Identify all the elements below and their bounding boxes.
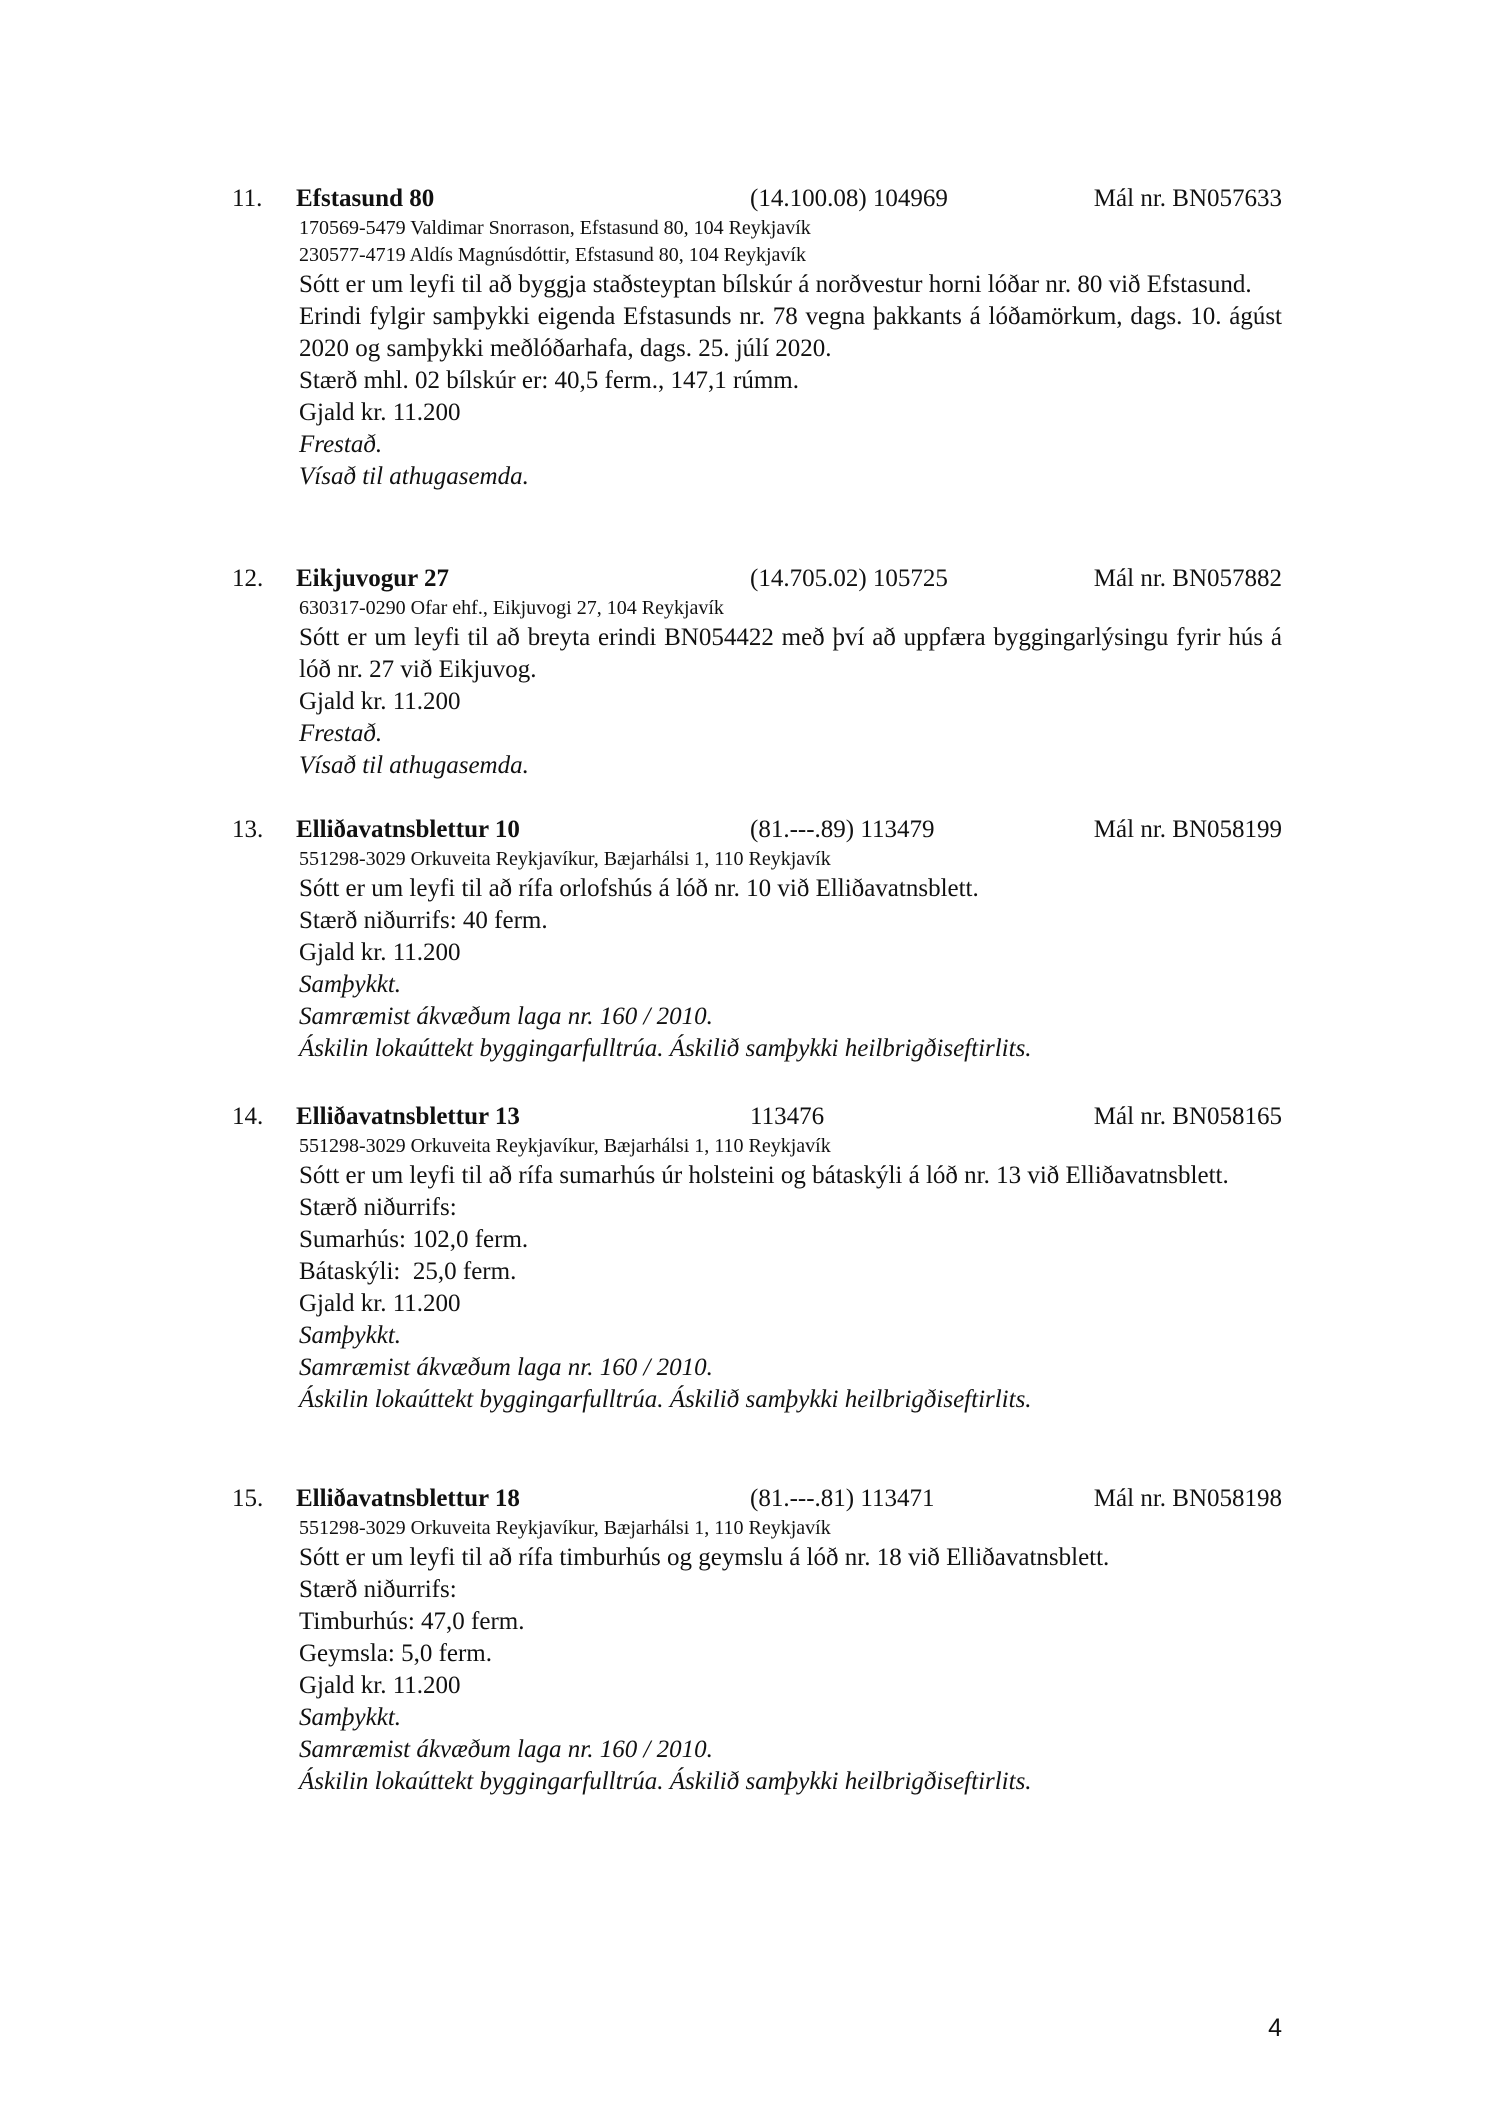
applicant-line: 551298-3029 Orkuveita Reykjavíkur, Bæjarhálsi 1, 110 Reykjavík — [299, 1135, 831, 1157]
case-header — [0, 813, 1500, 846]
case-size: Stærð niðurrifs: — [299, 1194, 457, 1221]
decision-line: Vísað til athugasemda. — [299, 463, 529, 490]
decision-line: Samræmist ákvæðum laga nr. 160 / 2010. — [299, 1354, 713, 1381]
case-size-item: Sumarhús: 102,0 ferm. — [299, 1226, 529, 1253]
applicant-line: 551298-3029 Orkuveita Reykjavíkur, Bæjarhálsi 1, 110 Reykjavík — [299, 848, 831, 870]
case-body — [299, 1133, 1282, 1416]
case-id: Mál nr. BN058199 — [1093, 816, 1282, 843]
case-description: Sótt er um leyfi til að byggja staðsteyptan bílskúr á norðvestur horni lóðar nr. 80 við Efstasund. — [299, 271, 1252, 298]
case-entry-15 — [0, 1482, 1500, 1798]
case-fee: Gjald kr. 11.200 — [299, 939, 461, 966]
case-header — [0, 1482, 1500, 1515]
land-id: (14.100.08) 104969 — [750, 185, 948, 212]
case-description: Sótt er um leyfi til að rífa timburhús og geymslu á lóð nr. 18 við Elliðavatnsblett. — [299, 1544, 1110, 1571]
case-fee: Gjald kr. 11.200 — [299, 1290, 461, 1317]
decision-line: Frestað. — [299, 431, 383, 458]
case-size: Stærð niðurrifs: — [299, 1576, 457, 1603]
land-id: (81.---.81) 113471 — [750, 1485, 935, 1512]
case-address: Elliðavatnsblettur 13 — [296, 1103, 520, 1130]
case-address: Efstasund 80 — [296, 185, 435, 212]
case-fee: Gjald kr. 11.200 — [299, 1672, 461, 1699]
case-description: Sótt er um leyfi til að rífa orlofshús á lóð nr. 10 við Elliðavatnsblett. — [299, 875, 979, 902]
case-entry-12 — [0, 562, 1500, 782]
case-fee: Gjald kr. 11.200 — [299, 399, 461, 426]
case-header — [0, 1100, 1500, 1133]
decision-line: Samþykkt. — [299, 1704, 402, 1731]
decision-line: Vísað til athugasemda. — [299, 752, 529, 779]
decision-line: Samþykkt. — [299, 971, 402, 998]
case-body — [299, 215, 1282, 493]
decision-line: Áskilin lokaúttekt byggingarfulltrúa. Áskilið samþykki heilbrigðiseftirlits. — [299, 1035, 1032, 1062]
case-address: Elliðavatnsblettur 10 — [296, 816, 520, 843]
case-size: Stærð mhl. 02 bílskúr er: 40,5 ferm., 147,1 rúmm. — [299, 367, 799, 394]
applicant-line: 170569-5479 Valdimar Snorrason, Efstasund 80, 104 Reykjavík — [299, 217, 811, 239]
case-size-item: Geymsla: 5,0 ferm. — [299, 1640, 493, 1667]
applicant-line: 630317-0290 Ofar ehf., Eikjuvogi 27, 104 Reykjavík — [299, 597, 724, 619]
case-body — [299, 1515, 1282, 1798]
case-id: Mál nr. BN057882 — [1093, 565, 1282, 592]
case-body — [299, 595, 1282, 782]
case-address: Elliðavatnsblettur 18 — [296, 1485, 520, 1512]
decision-line: Áskilin lokaúttekt byggingarfulltrúa. Áskilið samþykki heilbrigðiseftirlits. — [299, 1768, 1032, 1795]
case-entry-14 — [0, 1100, 1500, 1416]
case-number: 13. — [232, 816, 264, 843]
case-number: 11. — [232, 185, 263, 212]
decision-line: Frestað. — [299, 720, 383, 747]
case-note: Erindi fylgir samþykki eigenda Efstasunds nr. 78 vegna þakkants á lóðamörkum, dags. 10. ágúst 2020 og samþykki meðlóðarhafa, dags. 25. júlí 2020. — [299, 303, 1282, 362]
case-size-item: Timburhús: 47,0 ferm. — [299, 1608, 525, 1635]
land-id: 113476 — [750, 1103, 825, 1130]
decision-line: Samþykkt. — [299, 1322, 402, 1349]
case-body — [299, 846, 1282, 1065]
case-number: 15. — [232, 1485, 264, 1512]
case-id: Mál nr. BN058198 — [1093, 1485, 1282, 1512]
case-description: Sótt er um leyfi til að rífa sumarhús úr holsteini og bátaskýli á lóð nr. 13 við Elliðavatnsblett. — [299, 1162, 1229, 1189]
decision-line: Samræmist ákvæðum laga nr. 160 / 2010. — [299, 1003, 713, 1030]
case-address: Eikjuvogur 27 — [296, 565, 450, 592]
decision-line: Samræmist ákvæðum laga nr. 160 / 2010. — [299, 1736, 713, 1763]
decision-line: Áskilin lokaúttekt byggingarfulltrúa. Áskilið samþykki heilbrigðiseftirlits. — [299, 1386, 1032, 1413]
land-id: (14.705.02) 105725 — [750, 565, 948, 592]
applicant-line: 551298-3029 Orkuveita Reykjavíkur, Bæjarhálsi 1, 110 Reykjavík — [299, 1517, 831, 1539]
case-number: 14. — [232, 1103, 264, 1130]
case-size: Stærð niðurrifs: 40 ferm. — [299, 907, 548, 934]
case-header — [0, 562, 1500, 595]
case-number: 12. — [232, 565, 264, 592]
case-entry-13 — [0, 813, 1500, 1065]
land-id: (81.---.89) 113479 — [750, 816, 935, 843]
case-size-item: Bátaskýli: 25,0 ferm. — [299, 1258, 517, 1285]
case-header — [0, 182, 1500, 215]
case-entry-11 — [0, 182, 1500, 493]
case-id: Mál nr. BN058165 — [1093, 1103, 1282, 1130]
case-fee: Gjald kr. 11.200 — [299, 688, 461, 715]
case-id: Mál nr. BN057633 — [1093, 185, 1282, 212]
applicant-line: 230577-4719 Aldís Magnúsdóttir, Efstasund 80, 104 Reykjavík — [299, 244, 806, 266]
case-description: Sótt er um leyfi til að breyta erindi BN054422 með því að uppfæra byggingarlýsingu fyrir hús á lóð nr. 27 við Eikjuvog. — [299, 624, 1282, 683]
page-number: 4 — [1268, 2014, 1282, 2042]
